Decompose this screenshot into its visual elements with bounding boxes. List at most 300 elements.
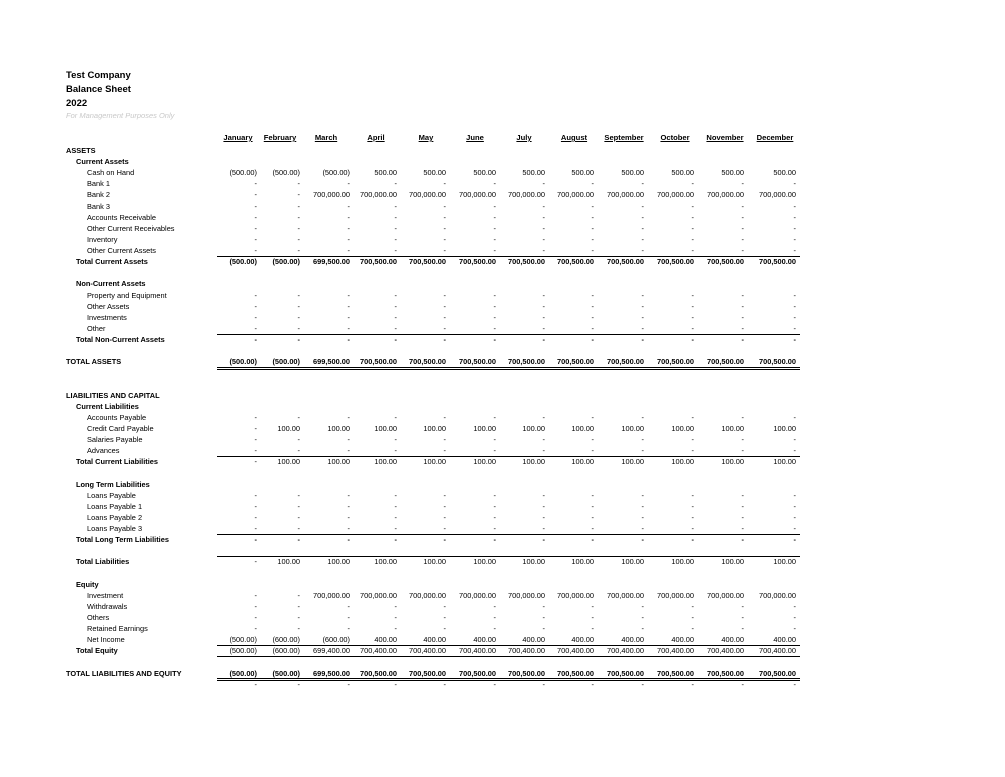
cell-february: -: [297, 246, 300, 256]
cell-september: -: [641, 290, 644, 300]
cell-june: 700,000.00: [459, 590, 496, 600]
row-inventory: [0, 234, 1005, 245]
cell-december: -: [793, 179, 796, 189]
cell-march: -: [347, 335, 350, 345]
cell-july: -: [542, 201, 545, 211]
cell-september: 700,500.00: [607, 357, 644, 367]
cell-december: -: [793, 624, 796, 634]
row-label: Bank 3: [87, 201, 111, 211]
cell-june: -: [493, 312, 496, 322]
cell-may: 400.00: [423, 635, 446, 645]
cell-november: 700,500.00: [707, 668, 744, 678]
cell-may: 700,000.00: [409, 190, 446, 200]
cell-august: -: [591, 613, 594, 623]
cell-september: -: [641, 335, 644, 345]
cell-march: -: [347, 179, 350, 189]
cell-june: -: [493, 679, 496, 689]
cell-march: -: [347, 412, 350, 422]
cell-february: (500.00): [272, 257, 300, 267]
cell-february: -: [297, 435, 300, 445]
cell-april: 700,500.00: [360, 357, 397, 367]
cell-may: -: [443, 624, 446, 634]
cell-october: -: [691, 435, 694, 445]
cell-january: -: [254, 323, 257, 333]
row-net-income: [0, 634, 1005, 645]
cell-october: 700,500.00: [657, 668, 694, 678]
cell-january: -: [254, 424, 257, 433]
cell-april: -: [394, 323, 397, 333]
cell-january: -: [254, 179, 257, 189]
cell-october: -: [691, 501, 694, 511]
cell-april: 700,000.00: [360, 590, 397, 600]
cell-may: -: [443, 435, 446, 445]
cell-november: 100.00: [721, 424, 744, 433]
cell-october: -: [691, 201, 694, 211]
cell-may: -: [443, 679, 446, 689]
cell-november: -: [741, 301, 744, 311]
cell-december: -: [793, 613, 796, 623]
cell-june: 100.00: [473, 557, 496, 567]
cell-december: -: [793, 212, 796, 222]
cell-july: 400.00: [522, 635, 545, 645]
row-credit-card-payable: [0, 423, 1005, 434]
row-label: Current Liabilities: [76, 401, 139, 411]
cell-january: -: [254, 512, 257, 522]
cell-october: 700,000.00: [657, 590, 694, 600]
cell-may: 700,000.00: [409, 590, 446, 600]
cell-may: -: [443, 412, 446, 422]
cell-july: -: [542, 412, 545, 422]
cell-october: -: [691, 234, 694, 244]
row-label: Bank 1: [87, 179, 111, 189]
cell-may: -: [443, 323, 446, 333]
cell-january: (500.00): [229, 168, 257, 178]
row-other: [0, 323, 1005, 334]
cell-march: -: [347, 290, 350, 300]
row-label: Salaries Payable: [87, 435, 143, 445]
cell-january: -: [254, 301, 257, 311]
cell-september: -: [641, 179, 644, 189]
cell-january: -: [254, 557, 257, 567]
cell-february: (500.00): [272, 668, 300, 678]
row-label: Other: [87, 323, 106, 333]
cell-april: -: [394, 412, 397, 422]
cell-february: -: [297, 490, 300, 500]
cell-may: 100.00: [423, 557, 446, 567]
cell-april: 100.00: [374, 557, 397, 567]
cell-march: 700,000.00: [313, 590, 350, 600]
row-loans-payable: [0, 490, 1005, 501]
row-assets: [0, 145, 1005, 156]
row-label: Accounts Payable: [87, 412, 147, 422]
cell-april: -: [394, 501, 397, 511]
cell-august: -: [591, 323, 594, 333]
cell-december: -: [793, 290, 796, 300]
row-label: Advances: [87, 446, 120, 456]
cell-june: -: [493, 524, 496, 534]
cell-august: -: [591, 290, 594, 300]
month-header-april: April: [367, 133, 385, 142]
cell-june: -: [493, 179, 496, 189]
cell-may: 700,500.00: [409, 357, 446, 367]
row-other-current-assets: [0, 245, 1005, 256]
cell-february: -: [297, 524, 300, 534]
cell-july: 700,500.00: [508, 257, 545, 267]
cell-may: -: [443, 535, 446, 545]
cell-october: -: [691, 312, 694, 322]
row-label: Investments: [87, 312, 127, 322]
cell-september: 100.00: [621, 557, 644, 567]
cell-march: -: [347, 446, 350, 456]
cell-july: -: [542, 679, 545, 689]
cell-august: 500.00: [571, 168, 594, 178]
cell-january: -: [254, 601, 257, 611]
row-label: Accounts Receivable: [87, 212, 157, 222]
row-blank: [0, 379, 1005, 390]
row-other-current-receivables: [0, 223, 1005, 234]
row-accounts-receivable: [0, 212, 1005, 223]
cell-december: -: [793, 501, 796, 511]
cell-november: -: [741, 624, 744, 634]
cell-july: 700,000.00: [508, 590, 545, 600]
cell-october: -: [691, 624, 694, 634]
cell-july: -: [542, 323, 545, 333]
cell-december: 100.00: [773, 557, 796, 567]
cell-october: -: [691, 246, 694, 256]
cell-august: -: [591, 624, 594, 634]
cell-september: -: [641, 212, 644, 222]
cell-february: -: [297, 624, 300, 634]
cell-june: -: [493, 323, 496, 333]
cell-september: -: [641, 613, 644, 623]
cell-october: 700,500.00: [657, 357, 694, 367]
month-header-october: October: [660, 133, 690, 142]
cell-november: 700,500.00: [707, 357, 744, 367]
cell-november: -: [741, 234, 744, 244]
cell-august: -: [591, 179, 594, 189]
cell-april: -: [394, 201, 397, 211]
cell-september: -: [641, 524, 644, 534]
row-label: Equity: [76, 579, 99, 589]
row-label: Loans Payable 3: [87, 524, 143, 534]
cell-october: 700,400.00: [657, 646, 694, 656]
cell-february: -: [297, 223, 300, 233]
cell-august: 100.00: [571, 424, 594, 433]
cell-february: -: [297, 679, 300, 689]
cell-july: -: [542, 335, 545, 345]
cell-july: -: [542, 501, 545, 511]
cell-september: -: [641, 246, 644, 256]
cell-november: -: [741, 512, 744, 522]
cell-november: 700,500.00: [707, 257, 744, 267]
cell-september: -: [641, 234, 644, 244]
row-blank: [0, 568, 1005, 579]
cell-march: 699,500.00: [313, 257, 350, 267]
cell-august: 100.00: [571, 457, 594, 467]
row-label: Loans Payable: [87, 490, 136, 500]
row-total-liabilities: [0, 556, 1005, 567]
row-label: Others: [87, 613, 110, 623]
cell-june: -: [493, 490, 496, 500]
cell-january: -: [254, 412, 257, 422]
month-header-november: November: [706, 133, 744, 142]
cell-june: 100.00: [473, 457, 496, 467]
cell-december: 100.00: [773, 457, 796, 467]
cell-august: 400.00: [571, 635, 594, 645]
cell-march: -: [347, 490, 350, 500]
cell-march: (500.00): [322, 168, 350, 178]
cell-december: -: [793, 301, 796, 311]
cell-november: -: [741, 524, 744, 534]
cell-march: -: [347, 323, 350, 333]
cell-march: -: [347, 212, 350, 222]
cell-december: -: [793, 446, 796, 456]
cell-december: -: [793, 335, 796, 345]
cell-july: 500.00: [522, 168, 545, 178]
cell-november: 700,000.00: [707, 590, 744, 600]
cell-august: -: [591, 435, 594, 445]
cell-january: -: [254, 212, 257, 222]
cell-november: -: [741, 601, 744, 611]
cell-january: -: [254, 524, 257, 534]
row-label: Non-Current Assets: [76, 279, 146, 289]
cell-april: 700,400.00: [360, 646, 397, 656]
row-label: Net Income: [87, 635, 125, 645]
cell-may: -: [443, 601, 446, 611]
cell-august: -: [591, 490, 594, 500]
cell-january: (500.00): [229, 635, 257, 645]
cell-june: -: [493, 412, 496, 422]
cell-february: -: [297, 301, 300, 311]
row-label: Bank 2: [87, 190, 111, 200]
cell-february: -: [297, 234, 300, 244]
cell-october: -: [691, 679, 694, 689]
cell-august: -: [591, 679, 594, 689]
cell-august: 700,500.00: [557, 357, 594, 367]
cell-june: -: [493, 435, 496, 445]
cell-february: -: [297, 290, 300, 300]
cell-august: -: [591, 446, 594, 456]
cell-october: -: [691, 446, 694, 456]
row-cash-on-hand: [0, 167, 1005, 178]
cell-november: 700,000.00: [707, 190, 744, 200]
cell-october: 700,000.00: [657, 190, 694, 200]
cell-may: 100.00: [423, 424, 446, 433]
cell-november: -: [741, 223, 744, 233]
cell-november: -: [741, 335, 744, 345]
cell-july: -: [542, 613, 545, 623]
cell-october: -: [691, 212, 694, 222]
cell-december: -: [793, 601, 796, 611]
cell-september: -: [641, 679, 644, 689]
row-loans-payable-2: [0, 512, 1005, 523]
cell-september: -: [641, 301, 644, 311]
cell-august: -: [591, 312, 594, 322]
cell-october: 100.00: [671, 424, 694, 433]
cell-august: -: [591, 212, 594, 222]
cell-november: -: [741, 490, 744, 500]
cell-december: 700,000.00: [759, 590, 796, 600]
row-other-assets: [0, 301, 1005, 312]
row-label: Loans Payable 2: [87, 512, 143, 522]
cell-october: -: [691, 524, 694, 534]
cell-january: -: [254, 335, 257, 345]
cell-march: 100.00: [327, 557, 350, 567]
cell-may: -: [443, 201, 446, 211]
cell-december: 400.00: [773, 635, 796, 645]
row-blank: [0, 657, 1005, 668]
cell-april: -: [394, 446, 397, 456]
cell-september: -: [641, 323, 644, 333]
row-label: Other Current Receivables: [87, 223, 175, 233]
cell-july: -: [542, 301, 545, 311]
row-label: Investment: [87, 590, 124, 600]
row-label: LIABILITIES AND CAPITAL: [66, 390, 160, 400]
cell-november: -: [741, 412, 744, 422]
row-label: Total Non-Current Assets: [76, 335, 165, 345]
cell-january: (500.00): [229, 257, 257, 267]
cell-may: -: [443, 290, 446, 300]
cell-july: 100.00: [522, 557, 545, 567]
cell-january: -: [254, 590, 257, 600]
cell-december: 100.00: [773, 424, 796, 433]
cell-december: -: [793, 535, 796, 545]
cell-december: -: [793, 524, 796, 534]
cell-december: 700,500.00: [759, 357, 796, 367]
cell-may: -: [443, 446, 446, 456]
cell-november: -: [741, 246, 744, 256]
cell-february: -: [297, 212, 300, 222]
cell-september: -: [641, 501, 644, 511]
cell-august: -: [591, 535, 594, 545]
cell-april: -: [394, 335, 397, 345]
cell-june: -: [493, 212, 496, 222]
report-year: 2022: [66, 98, 88, 109]
row-retained-earnings: [0, 623, 1005, 634]
cell-january: -: [254, 535, 257, 545]
cell-november: -: [741, 212, 744, 222]
row-loans-payable-1: [0, 501, 1005, 512]
cell-may: 700,500.00: [409, 257, 446, 267]
cell-september: -: [641, 490, 644, 500]
cell-october: 700,500.00: [657, 257, 694, 267]
cell-september: 100.00: [621, 424, 644, 433]
cell-january: -: [254, 613, 257, 623]
cell-september: -: [641, 624, 644, 634]
row-current-liabilities: [0, 401, 1005, 412]
cell-october: -: [691, 323, 694, 333]
cell-july: -: [542, 624, 545, 634]
cell-november: -: [741, 435, 744, 445]
month-header-july: July: [516, 133, 532, 142]
row-long-term-liabilities: [0, 479, 1005, 490]
cell-june: 700,400.00: [459, 646, 496, 656]
cell-october: 500.00: [671, 168, 694, 178]
cell-february: -: [297, 590, 300, 600]
cell-january: (500.00): [229, 668, 257, 678]
cell-march: 100.00: [327, 457, 350, 467]
cell-july: -: [542, 290, 545, 300]
cell-july: 700,500.00: [508, 668, 545, 678]
cell-november: 100.00: [721, 457, 744, 467]
cell-may: 100.00: [423, 457, 446, 467]
cell-november: 400.00: [721, 635, 744, 645]
cell-december: -: [793, 323, 796, 333]
cell-june: -: [493, 512, 496, 522]
cell-april: 500.00: [374, 168, 397, 178]
cell-december: -: [793, 490, 796, 500]
cell-august: -: [591, 512, 594, 522]
cell-july: 700,000.00: [508, 190, 545, 200]
cell-december: -: [793, 512, 796, 522]
cell-may: 500.00: [423, 168, 446, 178]
row-label: Cash on Hand: [87, 168, 135, 178]
cell-april: -: [394, 301, 397, 311]
row-total-non-current-assets: [0, 334, 1005, 345]
cell-december: -: [793, 435, 796, 445]
cell-october: 100.00: [671, 557, 694, 567]
cell-june: 700,500.00: [459, 257, 496, 267]
cell-november: -: [741, 613, 744, 623]
cell-july: -: [542, 223, 545, 233]
row-others: [0, 612, 1005, 623]
cell-january: (500.00): [229, 357, 257, 367]
cell-november: -: [741, 323, 744, 333]
cell-february: 100.00: [277, 557, 300, 567]
row-blank: [0, 679, 1005, 690]
row-label: ASSETS: [66, 146, 96, 155]
cell-october: -: [691, 490, 694, 500]
cell-july: -: [542, 601, 545, 611]
cell-june: -: [493, 335, 496, 345]
cell-may: -: [443, 335, 446, 345]
cell-january: -: [254, 501, 257, 511]
cell-july: -: [542, 512, 545, 522]
cell-april: -: [394, 246, 397, 256]
cell-january: -: [254, 223, 257, 233]
cell-november: -: [741, 535, 744, 545]
cell-december: 700,000.00: [759, 190, 796, 200]
month-header-january: January: [223, 133, 253, 142]
row-bank-3: [0, 201, 1005, 212]
cell-january: -: [254, 312, 257, 322]
cell-june: -: [493, 613, 496, 623]
cell-june: 700,500.00: [459, 357, 496, 367]
cell-march: -: [347, 535, 350, 545]
cell-april: 100.00: [374, 457, 397, 467]
row-advances: [0, 445, 1005, 456]
cell-july: -: [542, 435, 545, 445]
cell-may: -: [443, 212, 446, 222]
cell-march: -: [347, 246, 350, 256]
cell-april: -: [394, 601, 397, 611]
cell-june: 700,000.00: [459, 190, 496, 200]
cell-june: -: [493, 223, 496, 233]
row-label: Retained Earnings: [87, 624, 148, 634]
cell-april: 400.00: [374, 635, 397, 645]
row-label: Inventory: [87, 234, 118, 244]
row-current-assets: [0, 156, 1005, 167]
cell-may: -: [443, 223, 446, 233]
cell-february: -: [297, 190, 300, 200]
month-header-september: September: [604, 133, 644, 142]
cell-may: -: [443, 512, 446, 522]
cell-march: -: [347, 312, 350, 322]
cell-march: -: [347, 201, 350, 211]
cell-march: 699,500.00: [313, 357, 350, 367]
cell-july: 700,400.00: [508, 646, 545, 656]
cell-november: -: [741, 679, 744, 689]
